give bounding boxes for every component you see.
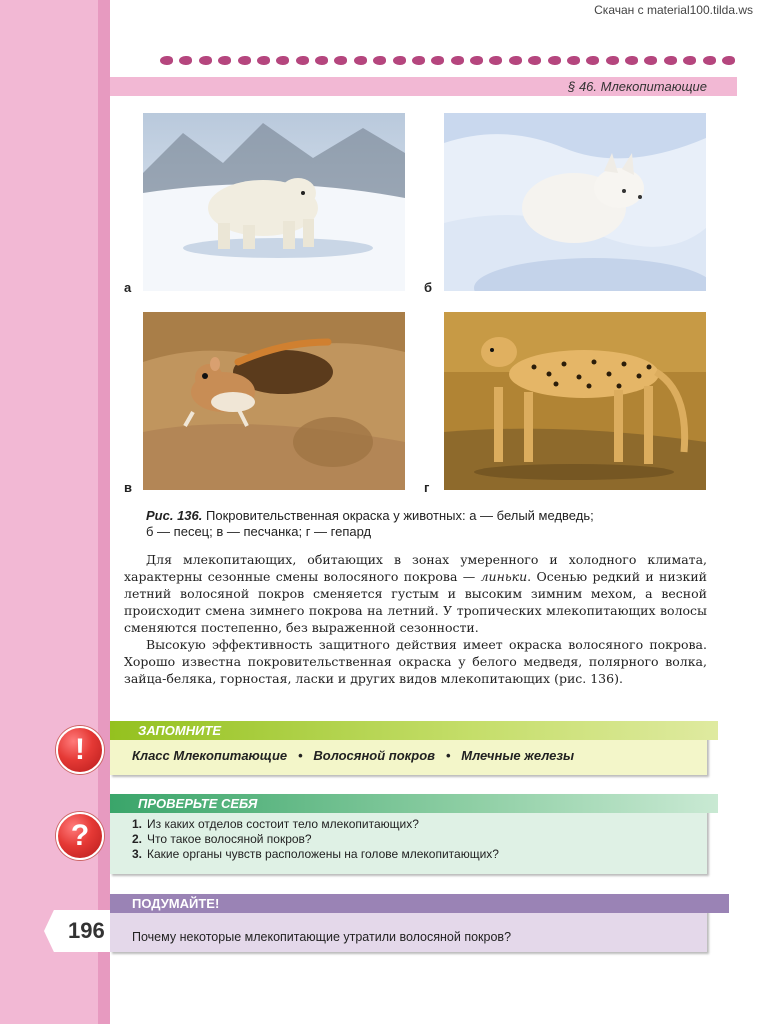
photo-gerbil	[143, 312, 405, 490]
question-text: Что такое волосяной покров?	[147, 832, 312, 846]
section-title: § 46. Млекопитающие	[568, 79, 707, 94]
photo-cheetah	[444, 312, 706, 490]
list-item	[132, 832, 499, 847]
think-title: ПОДУМАЙТЕ!	[110, 894, 729, 913]
figure-number: Рис. 136.	[146, 508, 203, 523]
question-text: Какие органы чувств расположены на голове млекопитающих?	[147, 847, 499, 861]
question-number: 1.	[132, 817, 143, 831]
list-item	[132, 817, 499, 832]
term-linki: линьки	[480, 569, 528, 584]
figure-label-d: г	[424, 480, 430, 495]
photo-polar-bear	[143, 113, 405, 291]
question-icon: ?	[56, 812, 104, 860]
paragraph-1	[124, 551, 707, 636]
question-number: 3.	[132, 847, 143, 861]
left-band-edge	[98, 0, 110, 1024]
question-list	[132, 817, 499, 862]
list-item	[132, 847, 499, 862]
caption-line-2: б — песец; в — песчанка; г — гепард	[146, 524, 372, 539]
figure-label-c: в	[124, 480, 132, 495]
watermark: Скачан с material100.tilda.ws	[594, 3, 753, 17]
check-yourself-box	[110, 794, 707, 874]
caption-line-1: Покровительственная окраска у животных: а — белый медведь;	[206, 508, 594, 523]
exclamation-icon: !	[56, 726, 104, 774]
paragraph-1-start: Для млекопитающих, обитающих в зонах умеренного и холодного климата, характерны сезонные смены волосяного покрова —	[124, 552, 707, 584]
think-box	[110, 894, 707, 952]
body-text	[124, 551, 707, 687]
think-question: Почему некоторые млекопитающие утратили волосяной покров?	[132, 930, 512, 944]
remember-box	[110, 721, 707, 775]
animal-silhouette-strip	[160, 54, 735, 68]
term-class: Класс Млекопитающие	[132, 748, 288, 763]
page-number: 196	[68, 918, 105, 943]
separator: •	[445, 748, 451, 763]
question-text: Из каких отделов состоит тело млекопитающих?	[147, 817, 419, 831]
left-margin-band	[0, 0, 110, 1024]
separator: •	[297, 748, 303, 763]
term-fur: Волосяной покров	[313, 748, 435, 763]
photo-arctic-fox	[444, 113, 706, 291]
figure-label-b: б	[424, 280, 433, 295]
remember-terms	[132, 748, 574, 763]
figure-caption	[146, 508, 726, 540]
figure-label-a: а	[124, 280, 132, 295]
term-glands: Млечные железы	[461, 748, 575, 763]
remember-title: ЗАПОМНИТЕ	[110, 721, 718, 740]
question-number: 2.	[132, 832, 143, 846]
check-title: ПРОВЕРЬТЕ СЕБЯ	[110, 794, 718, 813]
paragraph-2: Высокую эффективность защитного действия имеет окраска волосяного покрова. Хорошо известна покровительственная окраска у белого медведя, полярного волка, зайца-беляка, горностая, ласки и других видов млекопитающих (рис. 136).	[124, 637, 707, 686]
paragraph-1-end: . Осенью редкий и низкий летний волосяной покров сменяется густым и высоким зимним мехом, а весной происходит смена зимнего покрова на летний. У тропических млекопитающих волосы сменяются постепенно, без выраженной сезонности.	[124, 569, 707, 635]
